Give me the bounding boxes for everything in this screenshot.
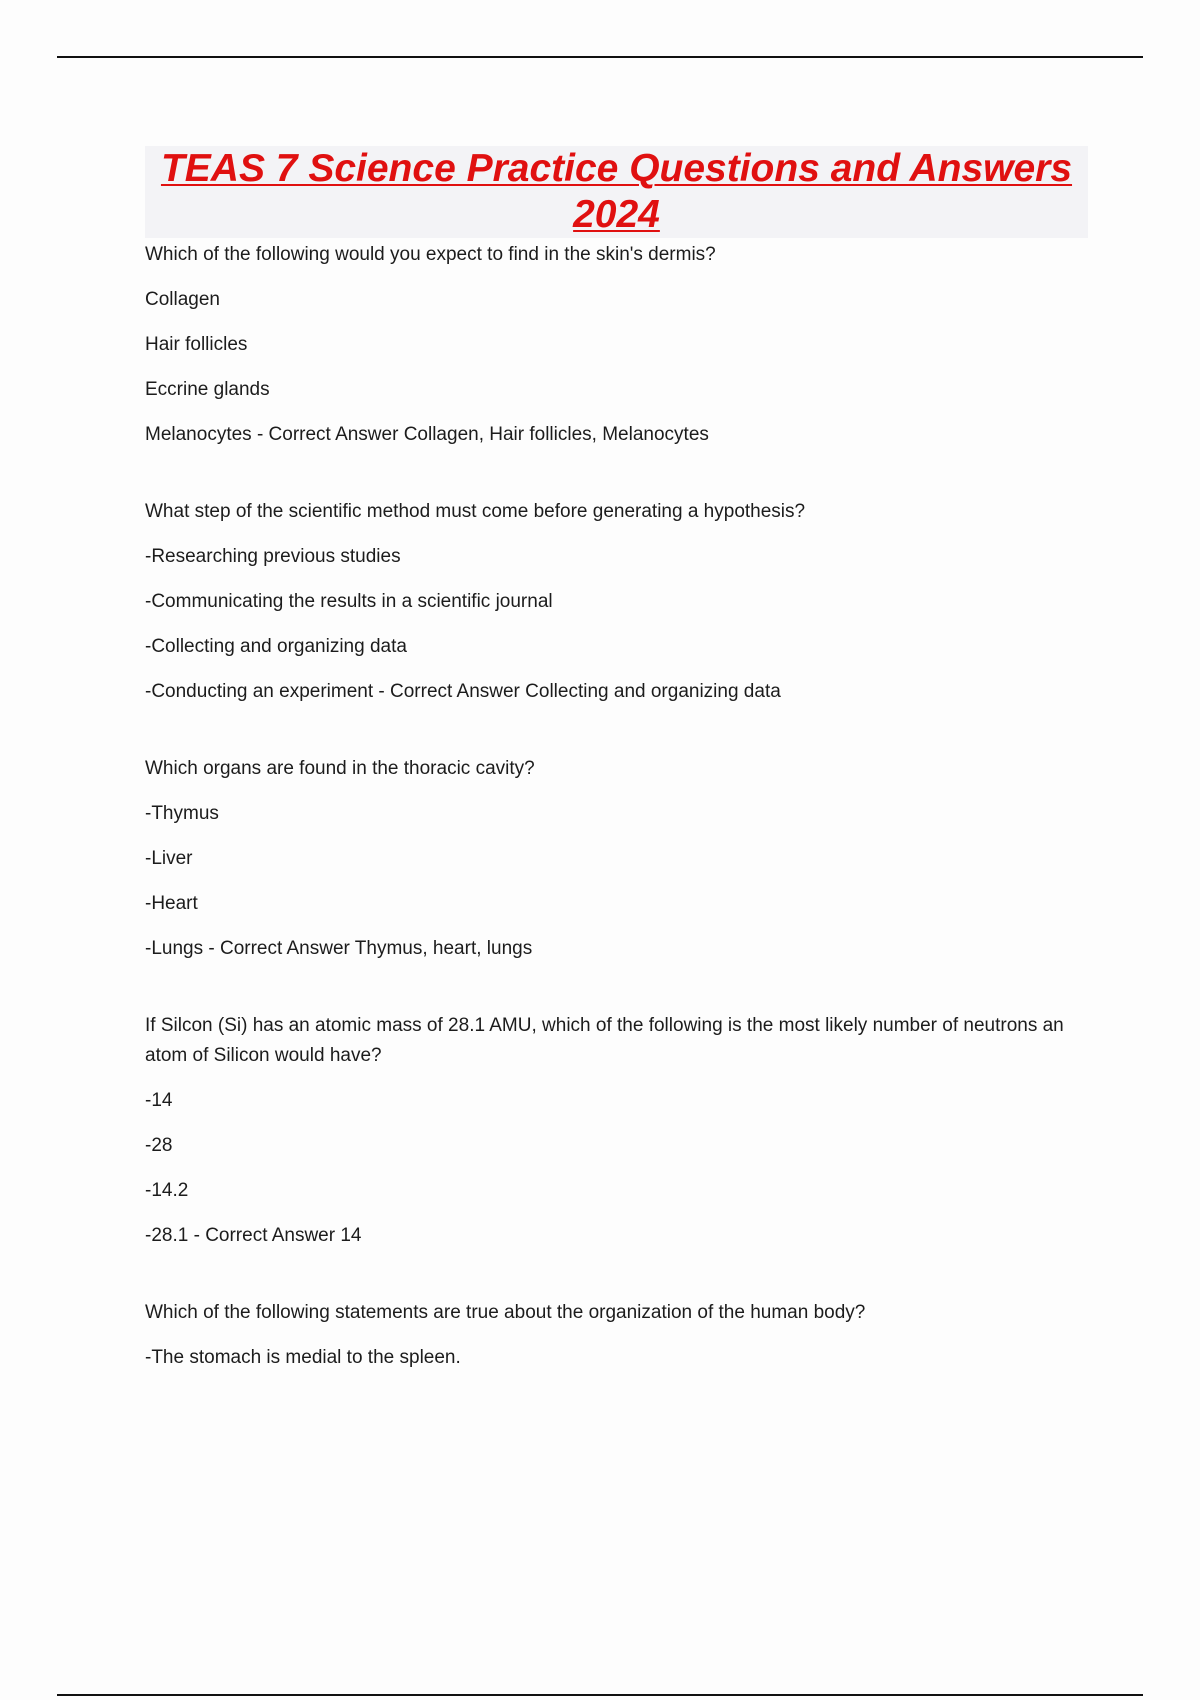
footer-rule [57,1694,1143,1696]
answer-option: Collagen [145,289,220,310]
document-title: TEAS 7 Science Practice Questions and Answers 2024 [160,147,1073,236]
question-text: Which organs are found in the thoracic cavity? [145,758,535,779]
question-block [145,754,1088,964]
answer-option: -Researching previous studies [145,546,401,567]
question-text: What step of the scientific method must come before generating a hypothesis? [145,501,806,522]
answer-option: -14 [145,1090,173,1111]
answer-option: -Collecting and organizing data [145,636,407,657]
answer-option-with-correct-answer: -28.1 - Correct Answer 14 [145,1225,362,1246]
document-body [145,146,1088,1388]
answer-option: -Liver [145,848,193,869]
answer-option-with-correct-answer: -Lungs - Correct Answer Thymus, heart, lungs [145,938,533,959]
answer-option: -14.2 [145,1180,189,1201]
answer-option: -Thymus [145,803,219,824]
answer-option-with-correct-answer: -Conducting an experiment - Correct Answer Collecting and organizing data [145,681,781,702]
answer-option: -The stomach is medial to the spleen. [145,1347,461,1368]
answer-option: Eccrine glands [145,379,270,400]
answer-option: -28 [145,1135,173,1156]
answer-option: -Heart [145,893,198,914]
question-text: Which of the following would you expect to find in the skin's dermis? [145,244,716,265]
question-text: Which of the following statements are true about the organization of the human body? [145,1302,866,1323]
title-banner [145,146,1088,238]
question-block [145,240,1088,450]
question-text: If Silcon (Si) has an atomic mass of 28.1 AMU, which of the following is the most likely number of neutrons an atom of Silicon would have? [145,1015,1064,1066]
answer-option: -Communicating the results in a scientific journal [145,591,553,612]
question-block [145,1011,1088,1251]
header-rule [57,56,1143,58]
question-block [145,1298,1088,1373]
answer-option-with-correct-answer: Melanocytes - Correct Answer Collagen, Hair follicles, Melanocytes [145,424,709,445]
question-block [145,497,1088,707]
answer-option: Hair follicles [145,334,248,355]
